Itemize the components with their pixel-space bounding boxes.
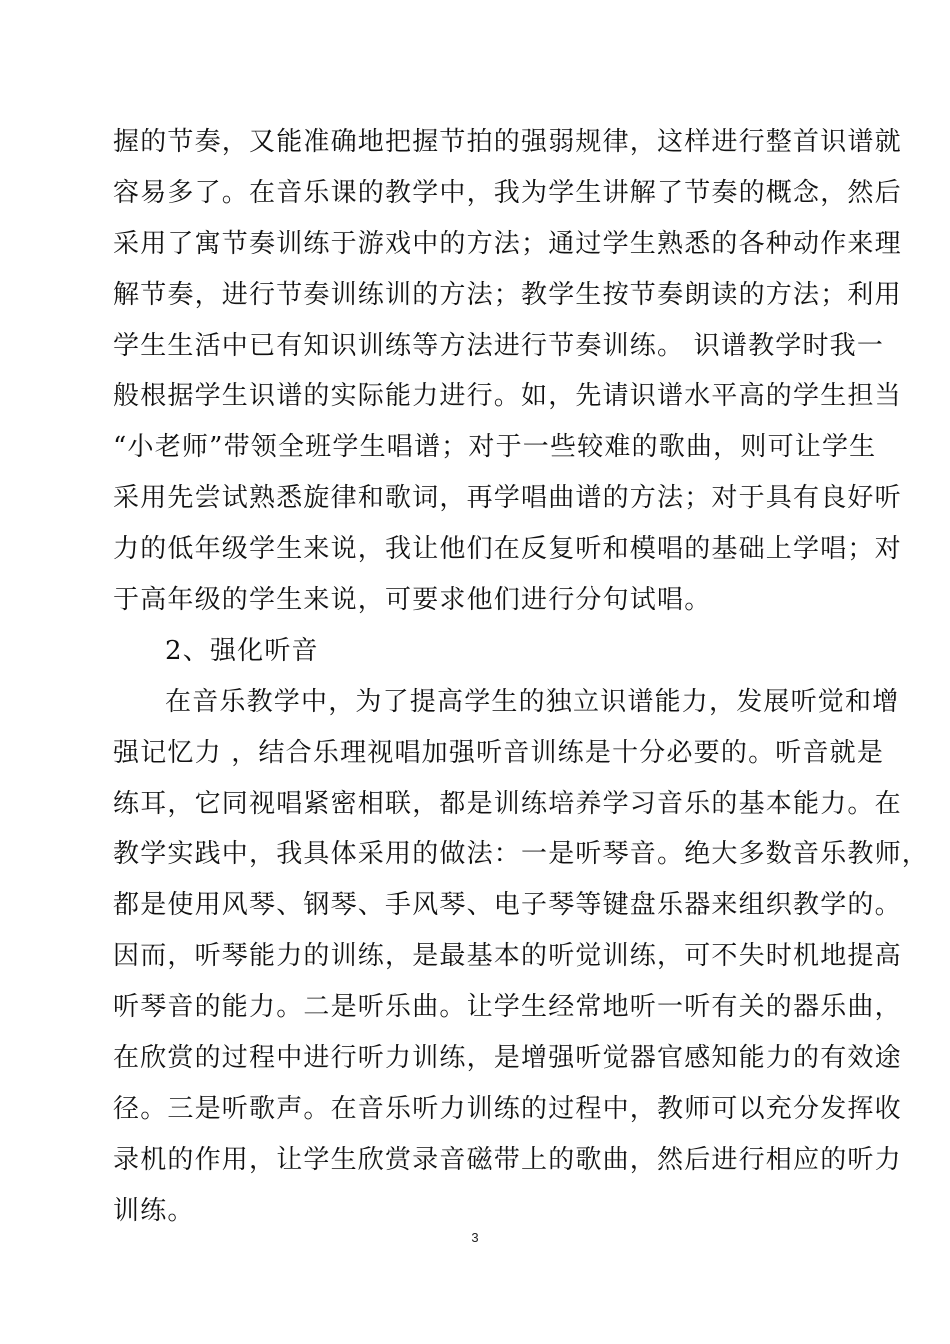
text-line: 录机的作用，让学生欣赏录音磁带上的歌曲，然后进行相应的听力 [113,1144,902,1175]
text-line: “小老师”带领全班学生唱谱；对于一些较难的歌曲，则可让学生 [113,432,877,463]
text-line: 解节奏，进行节奏训练训的方法；教学生按节奏朗读的方法；利用 [113,279,902,310]
text-line: 握的节奏，又能准确地把握节拍的强弱规律，这样进行整首识谱就 [113,127,902,157]
text-line: 因而，听琴能力的训练，是最基本的听觉训练，可不失时机地提高 [113,941,902,972]
body-text [113,117,930,1237]
text-line: 采用先尝试熟悉旋律和歌词，再学唱曲谱的方法；对于具有良好听 [113,483,902,514]
page-number: 3 [471,1230,479,1245]
text-line: 径。三是听歌声。在音乐听力训练的过程中，教师可以充分发挥收 [113,1093,902,1124]
text-line: 学生生活中已有知识训练等方法进行节奏训练。 识谱教学时我一 [113,330,885,361]
section-heading: 2、强化听音 [165,635,319,666]
text-line: 在欣赏的过程中进行听力训练，是增强听觉器官感知能力的有效途 [113,1043,902,1074]
text-line: 训练。 [113,1195,195,1226]
text-line: 容易多了。在音乐课的教学中，我为学生讲解了节奏的概念，然后 [113,177,902,208]
text-line: 采用了寓节奏训练于游戏中的方法；通过学生熟悉的各种动作来理 [113,228,902,259]
text-line: 听琴音的能力。二是听乐曲。让学生经常地听一听有关的器乐曲， [113,992,902,1023]
text-line: 强记忆力 ，结合乐理视唱加强听音训练是十分必要的。听音就是 [113,737,885,768]
text-line: 于高年级的学生来说，可要求他们进行分句试唱。 [113,585,712,616]
text-line: 般根据学生识谱的实际能力进行。如，先请识谱水平高的学生担当 [113,381,902,412]
paragraph-first-line: 在音乐教学中，为了提高学生的独立识谱能力，发展听觉和增 [165,686,900,717]
text-line: 练耳，它同视唱紧密相联，都是训练培养学习音乐的基本能力。在 [113,788,902,819]
text-line: 都是使用风琴、钢琴、手风琴、电子琴等键盘乐器来组织教学的。 [113,890,902,921]
text-line: 力的低年级学生来说，我让他们在反复听和模唱的基础上学唱；对 [113,534,902,565]
text-line: 教学实践中，我具体采用的做法：一是听琴音。绝大多数音乐教师， [113,839,930,870]
